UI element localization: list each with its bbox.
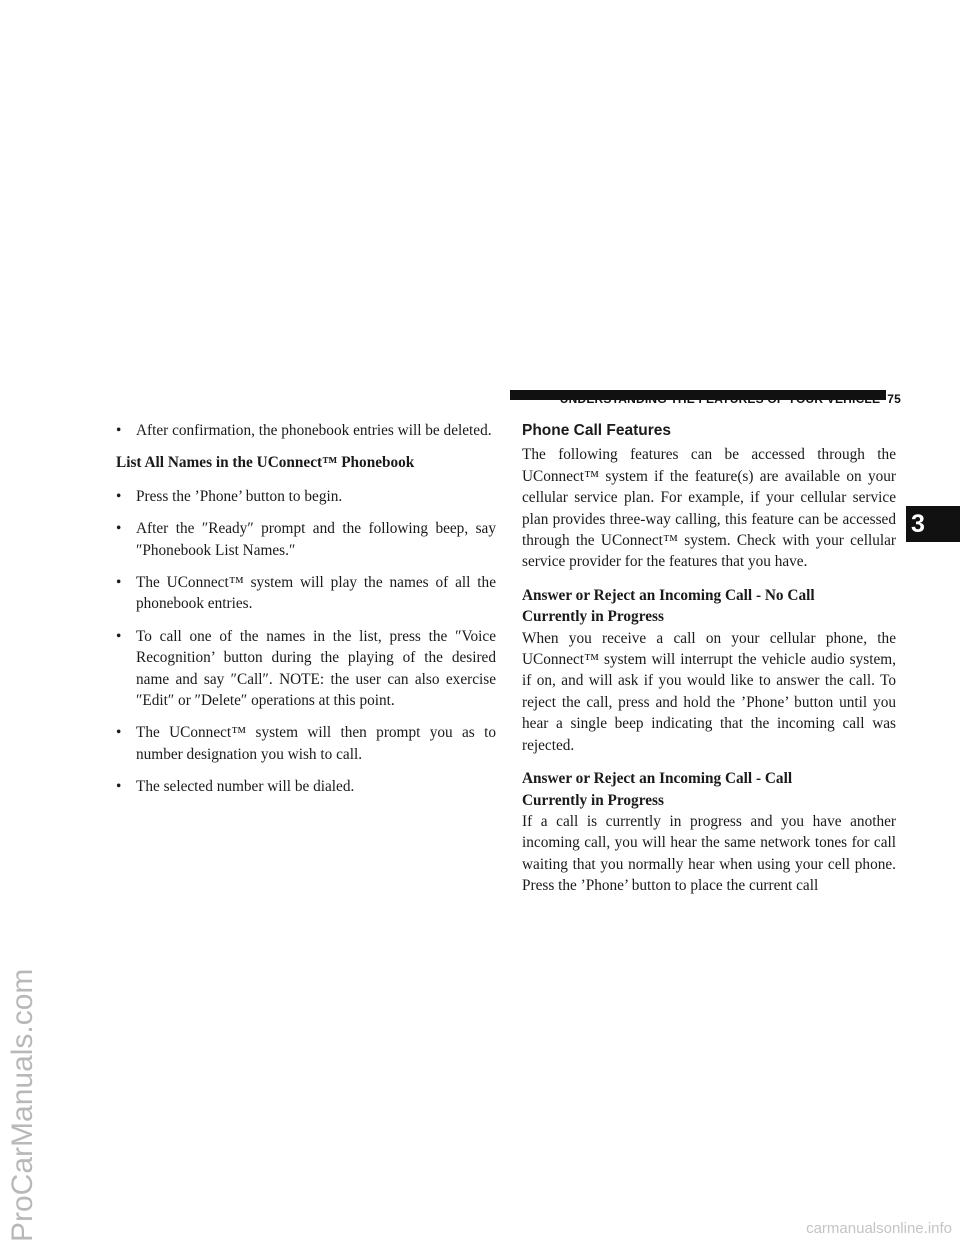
list-item <box>116 486 496 507</box>
bullet-icon: • <box>116 627 122 645</box>
list-item-text: After the ″Ready″ prompt and the following beep, say ″Phonebook List Names.″ <box>136 520 496 559</box>
running-header <box>516 392 901 406</box>
bullet-icon: • <box>116 724 122 742</box>
header-title: UNDERSTANDING THE FEATURES OF YOUR VEHICLE <box>559 392 881 406</box>
footer-watermark: carmanualsonline.info <box>806 1220 952 1237</box>
section-title: Phone Call Features <box>522 422 672 439</box>
list-item <box>116 420 496 441</box>
watermark-text: ProCarManuals.com <box>6 968 39 1242</box>
section-heading: List All Names in the UConnect™ Phonebook <box>116 454 415 472</box>
intro-paragraph: The following features can be accessed through the UConnect™ system if the feature(s) are available on your cellular service plan. For example, if your cellular service plan provides three-way calling, this feature can be accessed through the UConnect™ system. Check with your cellular service provider for the features that you have. <box>522 446 896 571</box>
body-paragraph: If a call is currently in progress and you have another incoming call, you will hear the same network tones for call waiting that you normally hear when using your cell phone. Press the ’Phone’ button to place the current call <box>522 812 896 895</box>
right-column <box>522 420 896 909</box>
page-number: 75 <box>887 392 901 406</box>
left-column <box>116 420 496 809</box>
subsection-heading-line: Answer or Reject an Incoming Call - Call <box>522 770 793 788</box>
list-item <box>116 722 496 765</box>
subsection-heading-line: Currently in Progress <box>522 791 664 809</box>
list-item-text: After confirmation, the phonebook entries will be deleted. <box>136 422 492 439</box>
list-item-text: The UConnect™ system will play the names of all the phonebook entries. <box>136 574 496 613</box>
subsection-heading-line: Currently in Progress <box>522 608 664 626</box>
chapter-tab: 3 <box>906 506 960 542</box>
subsection-heading-line: Answer or Reject an Incoming Call - No Call <box>522 586 815 604</box>
list-item-text: To call one of the names in the list, press the ″Voice Recognition’ button during the playing of the desired name and say ″Call″. NOTE: the user can also exercise ″Edit″ or ″Delete″ operations at this point. <box>136 627 496 710</box>
list-item <box>116 518 496 561</box>
list-item <box>116 572 496 615</box>
list-item-text: The selected number will be dialed. <box>136 778 355 796</box>
bullet-icon: • <box>116 520 122 538</box>
bullet-icon: • <box>116 487 122 505</box>
body-paragraph: When you receive a call on your cellular phone, the UConnect™ system will interrupt the vehicle audio system, if on, and will ask if you would like to answer the call. To reject the call, press and hold the ’Phone’ button until you hear a single beep indicating that the incoming call was rejected. <box>522 629 896 754</box>
subsection-heading <box>522 585 896 628</box>
bullet-icon: • <box>116 574 122 592</box>
subsection-heading <box>522 768 896 811</box>
list-item-text: Press the ’Phone’ button to begin. <box>136 487 343 505</box>
list-item <box>116 776 496 797</box>
bullet-icon: • <box>116 778 122 796</box>
bullet-icon: • <box>116 422 122 439</box>
list-item-text: The UConnect™ system will then prompt you as to number designation you wish to call. <box>136 724 496 763</box>
list-item <box>116 626 496 712</box>
